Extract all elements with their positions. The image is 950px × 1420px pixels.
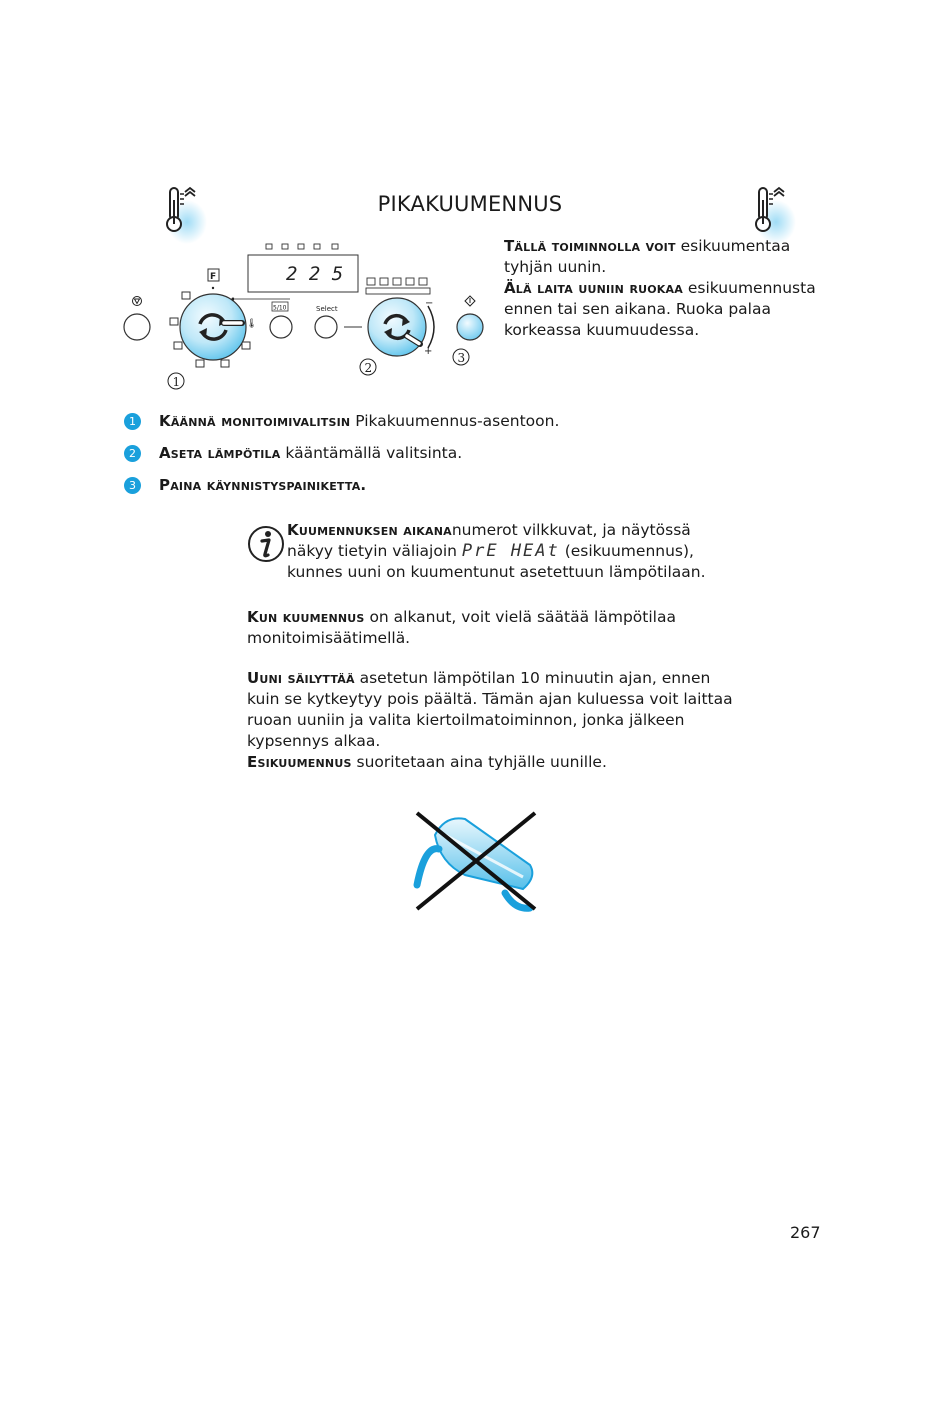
quick-heat-symbol: 🌡 [246, 319, 258, 329]
select-button[interactable] [315, 316, 337, 338]
page-number: 267 [790, 1223, 821, 1242]
intro-text-2: esikuumennusta ennen tai sen aikana. Ruoka palaa korkeassa kuumuudessa. [504, 279, 816, 339]
intro-text [504, 236, 820, 341]
stop-button[interactable] [124, 314, 150, 340]
intro-text-1: esikuumentaa tyhjän uunin. [504, 237, 791, 276]
step-3 [124, 474, 366, 496]
grill-function-icon [182, 292, 190, 299]
small-button-label: 5/10 [273, 304, 287, 312]
select-label: Select [316, 305, 338, 313]
step-number-3: 3 [124, 477, 141, 494]
preheat-display-text: PrE HEAt [461, 541, 560, 561]
control-panel-diagram [110, 236, 495, 396]
minus-label: − [425, 298, 434, 309]
paragraph-2 [247, 668, 742, 752]
paragraph-lead-3: Esikuumennus [247, 753, 352, 771]
program-icon-5 [419, 278, 427, 285]
paragraph-1 [247, 607, 742, 649]
timer-button[interactable] [270, 316, 292, 338]
intro-lead-2: Älä laita uuniin ruokaa [504, 279, 683, 297]
paragraph-text-3: suoritetaan aina tyhjälle uunille. [351, 753, 607, 771]
program-icon-4 [406, 278, 414, 285]
multifunction-knob[interactable] [180, 294, 246, 360]
start-button[interactable] [457, 314, 483, 340]
intro-lead-1: Tällä toiminnolla voit [504, 237, 676, 255]
info-text-a: numerot vilkkuvat, ja näytössä näkyy tietyin väliajoin [287, 521, 691, 560]
paragraph-text-1: on alkanut, voit vielä säätää lämpötilaa monitoimisäätimellä. [247, 608, 676, 647]
temperature-knob[interactable] [368, 298, 426, 356]
program-icon-2 [380, 278, 388, 285]
step-number-1: 1 [124, 413, 141, 430]
no-baking-dish-icon [405, 805, 545, 915]
f-label: F [210, 272, 217, 282]
bake-function-icon [221, 360, 229, 367]
defrost-function-icon [242, 342, 250, 349]
step-text-2: kääntämällä valitsinta. [280, 444, 463, 462]
step-2 [124, 442, 462, 464]
info-note [287, 520, 737, 583]
step-lead-3: Paina käynnistyspainiketta. [159, 476, 367, 494]
page-title: PIKAKUUMENNUS [377, 192, 563, 216]
stop-symbol-icon [133, 297, 142, 306]
callout-2 [360, 359, 376, 375]
start-indicator-icon [332, 244, 338, 249]
oven-indicator-icon [298, 244, 304, 249]
plus-label: + [424, 346, 433, 357]
step-1 [124, 410, 559, 432]
step-text-1: Pikakuumennus-asentoon. [350, 412, 560, 430]
step-lead-2: Aseta lämpötila [159, 444, 281, 462]
svg-text:1: 1 [172, 375, 181, 389]
program-icon-1 [367, 278, 375, 285]
oven-function-icon [170, 318, 178, 325]
program-indicator-row [366, 288, 430, 294]
paragraph-3 [247, 752, 742, 773]
fan-grill-function-icon [196, 360, 204, 367]
start-symbol-icon [465, 296, 475, 306]
paragraph-text-2: asetetun lämpötilan 10 minuutin ajan, ennen kuin se kytkeytyy pois päältä. Tämän ajan kuluessa voit laittaa ruoan uuniin ja valita kiertoilmatoiminnon, jonka jälkeen kypsennys alkaa. [247, 669, 733, 750]
display-value: 2 2 5 [286, 263, 344, 285]
grill-indicator-icon [282, 244, 288, 249]
svg-text:3: 3 [457, 351, 466, 365]
step-lead-1: Käännä monitoimivalitsin [159, 412, 351, 430]
callout-3 [453, 349, 469, 365]
paragraph-lead-2: Uuni säilyttää [247, 669, 355, 687]
fan-indicator-icon [266, 244, 272, 249]
paragraph-lead-1: Kun kuumennus [247, 608, 365, 626]
fan-function-icon [174, 342, 182, 349]
clock-indicator-icon [314, 244, 320, 249]
info-icon [246, 524, 286, 564]
program-icon-3 [393, 278, 401, 285]
step-number-2: 2 [124, 445, 141, 462]
callout-1 [168, 373, 184, 389]
info-lead: Kuumennuksen aikana [287, 521, 452, 539]
info-text-b: (esikuumennus), kunnes uuni on kuumentunut asetettuun lämpötilaan. [287, 542, 706, 581]
svg-text:2: 2 [364, 361, 373, 375]
